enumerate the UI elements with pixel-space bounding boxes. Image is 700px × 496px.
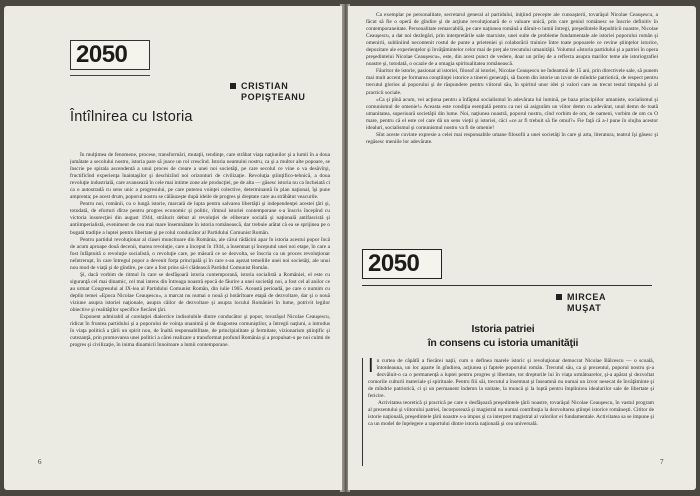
paragraph: Pentru noi, românii, cu o lungă istorie, marcată de lupta pentru salvarea libertăţii şi independenţei acestei ţări şi, totodată, de eforturi dîrze pentru progres economic şi politic, rîmnul istoriei contemporane s-a înscris începînd cu victoria insurecţiei din august 1944, strălucit debut al revoluţiei de eliberare socială şi naţională antifascistă şi antiimperialistă, eveniment de cea mai mare însemnătate în istoria românească, dar trebuie arătat că ea se sprijinea pe o bogată tradiţie a luptei pentru libertate şi pe rolul conducător al Partidului Comunist Român. xyxy=(70,201,330,236)
paragraph: «Ca şi pînă acum, vei acţiona pentru a înfăptui socialismul în adevărata lui lumină, pe baza principiilor umaniste, socialismul şi comunismul de omenie!» Aceasta este condiţia esenţială pentru ca noi să asigurăm un viitor demn cu adevărat, unul demn de toată umanitatea, superioară societăţii din lume. Noi, naţiunea noastră, poporul nostru, cînd vorbim de om, de oameni, vorbim de om cu O mare, pentru că el este cel care dă un sens vieţii şi istoriei, căci «ce ar fi trebuit să fie omul?» Fie faţă că a-l pune în slujba acestor idealuri, socialismul şi comunismul nostru va fi de omenie! xyxy=(366,96,658,131)
page-number-left: 6 xyxy=(38,458,42,466)
paragraph: Ca exemplar pe personalitate, secretarul general al partidului, iniţiind precepte ale cunoaşterii, tovarăşul Nicolae Ceauşescu, a făcut să fie o operă de gîndire şi de acţiune revoluţionară de o valoare unică, prin care geniul românesc se înscrie definitiv în contemporaneitate. Personalitate remarcabilă, pe care naţiunea română a dăruit-o lumii întregi, preşedintele Republicii noastre, Nicolae Ceauşescu, a dat noi dezlegări, prin interpretările sale marxiste, unei suite de probleme fundamentale ale istoriei poporului român şi omenirii, subliniind necontenit rostul de punte a prieteniei şi colaborării trainice între toate popoarele ce revine ştiinţelor istorice, depozitare ale experienţelor şi învăţămintelor celor mai de preţ ale trecutului umanităţii. Volumul «Istoria partidului şi a patriei în opera preşedintelui Nicolae Ceauşescu», este, din acest punct de vedere, doar un prilej de a reflecta asupra marilor teme ale istoriografiei noastre şi, totodată, o ocazie de a omagia spiritualitatea românească. xyxy=(366,12,658,68)
side-rule xyxy=(362,358,363,466)
right-page xyxy=(348,6,696,490)
rule-left xyxy=(70,75,150,76)
year-label-right: 2050 xyxy=(368,250,420,277)
article-body-right xyxy=(368,358,654,468)
author-marker-right xyxy=(556,294,562,300)
author-right xyxy=(556,292,606,314)
article-title-right xyxy=(388,322,618,350)
article-title-left: Întîlnirea cu Istoria xyxy=(70,109,193,125)
rule-right xyxy=(362,285,652,286)
year-box-right xyxy=(362,249,442,279)
paragraph: Activitatea teoretică şi practică pe care o desfăşoară preşedintele ţării noastre, tovarăşul Nicolae Ceauşescu, în vastul program al prezentului şi viitorului patriei, încorporează şi magistral nu numai contribuţia la dezvoltarea ştiinţei istorice româneşti. Cititor de istorie naţională, preşedintele ţării noastre s-a impus şi ca interpret magistral al valorilor ei fundamentale. Activitatea sa se impune şi ca un model de înţelegere a raportului dintre istoria naţională şi cea universală. xyxy=(368,400,654,428)
drop-cap: I xyxy=(368,358,374,377)
page-number-right: 7 xyxy=(660,458,664,466)
left-page xyxy=(4,6,342,490)
title-line-2: în consens cu istoria umanităţii xyxy=(427,337,579,349)
paragraph: Sînt aceste cuvinte expresie a celei mai responsabile umane filosofii a unei societăţi în care şi arta, literatura, teatrul îşi găsesc şi regăsesc meniile lor adevărate. xyxy=(366,131,658,145)
paragraph: În mulţimea de fenomene, procese, transformări, mutaţii, tendinţe, care străbat viaţa naţiunilor şi a lumii în a doua jumătate a secolului nostru, istoria pare să joace un rol crescînd. Istoria neamului nostru, ca şi a multor alte popoare, se înscrie pe spirala ascendentă a unui proces de creare a unei noi societăţi, pe care secolul ce vine o va desăvîrşi, fructificînd experienţa înaintaşilor şi deschizînd noi orizonturi de civilizaţie. Revoluţia ştiinţifico-tehnică, a doua revoluţie industrială, care avansează în cele mai intime zone ale producţiei, pe de alta — găsesc istoria nu ca încheiată ci ca o autostradă cu sens unic a progresului, pe care puterea voinţei colective, determinantă în plan naţional, îşi pune amprenta; pe acest drum, poporul nostru se călăuzeşte după ideile de progres şi dreptate care au străbătut veacurile. xyxy=(70,152,330,201)
author-left xyxy=(230,81,306,103)
author-last-left: POPIŞTEANU xyxy=(241,92,306,102)
author-first-right: MIRCEA xyxy=(567,292,607,302)
title-line-1: Istoria patriei xyxy=(471,323,535,335)
year-label-left: 2050 xyxy=(76,41,128,68)
author-first-left: CRISTIAN xyxy=(241,81,289,91)
paragraph: Pentru partidul revoluţionar al clasei muncitoare din România, ale cărui rădăcini apar în istoria acestui popor încă de acum aproape două decenii, marea revoluţie, care a început în 1944, a însemnat şi începutul unei noi etape, în care a fost înfăptuită o revoluţie socialistă, o revoluţie care, pe măsură ce se dezvolta, se înscria ca un proces revoluţionar neîntrerupt, în care întregul popor a devenit forţa principală şi în care s-au aşezat temeliile unei noi societăţi, ale unui nou mod de viaţă şi de gîndire, pe care a fost prins să-l clădească Partidul Comunist Român. xyxy=(70,236,330,271)
paragraph: Şi, dacă vorbim de ritmul în care se desfăşoară istoria contemporană, istoria socialistă a României, el este cu siguranţă cel mai dinamic, cel mai intens din întreaga noastră epocă de făurire a unei societăţi noi, a fost cel al anilor ce au urmat Congresului al IX-lea al Partidului Comunist Român, din iulie 1965. Această perioadă, pe care o numim cu deplin temei «Epoca Nicolae Ceauşescu», a marcat nu numai o nouă şi hotărîtoare etapă de dezvoltare, dar şi o nouă viziune asupra istoriei naţionale, asupra căilor de dezvoltare şi asupra locului României în lume, potrivit legilor obiective şi realităţilor specifice fiecărei ţări. xyxy=(70,271,330,314)
paragraph: Exponent admirabil al corelaţiei dialectice indisolubile dintre conducător şi popor, tovarăşul Nicolae Ceauşescu, ridicat în fruntea partidului şi a poporului de voinţa unanimă şi de dragostea comuniştilor, a întregii naţiuni, a introdus în viaţa politică a ţării un spirit nou, de înaltă responsabilitate, de principialitate şi fermitate, vizionarism ştiinţific şi cutezanţă, prin promovarea unei politici a cărei realizare a transformat profund România şi a propulsat-o pe noi culmi de progres şi civilizaţie, în inima dinamicii înnoitoare a lumii contemporane. xyxy=(70,314,330,349)
article-body-left xyxy=(70,152,330,472)
year-box-left xyxy=(70,40,150,70)
author-marker-left xyxy=(230,83,236,89)
author-last-right: MUŞAT xyxy=(567,303,602,313)
paragraph: n curtea de căpătîi a fiecărei naţii, cum o definea marele istoric şi revoluţionar democrat Nicolae Bălcescu — o scoală, întotdeauna, un loc aparte în gîndirea, acţiunea şi faptele poporului român. Trecutul său, ca şi prezentul, poporul nostru şi-a dezvăluit-o ca o permanenţă a luptei pentru progres şi libertate, tot drepturile lui în viaţa următoarelor, şi-a apărat şi dezvoltat comorile culturii materiale şi spirituale. Pentru fiii săi, trecutul a însemnat şi înseamnă nu numai un izvor nesecat de învăţăminte şi de mîndrie patriotică, ci şi un permanent îndemn la unitate, la muncă şi la luptă pentru împlinirea idealurilor sale de libertate şi fericire. xyxy=(368,358,654,400)
intro-text-right xyxy=(366,12,658,201)
paragraph: Făuritor de istorie, pasionat al istoriei, filosof al istoriei, Nicolae Ceauşescu ne îndeamnă de 15 ani, prin directivele sale, să punem mai mult accent pe formarea conştiinţei istorice a tinerei generaţii, să facem din istorie un izvor de mîndrie patriotică, de respect pentru trecutul glorios al poporului şi de răspundere pentru viitorul său, în spiritul unor idei şi valori care au trecut testul timpului şi al practicii sociale. xyxy=(366,68,658,96)
